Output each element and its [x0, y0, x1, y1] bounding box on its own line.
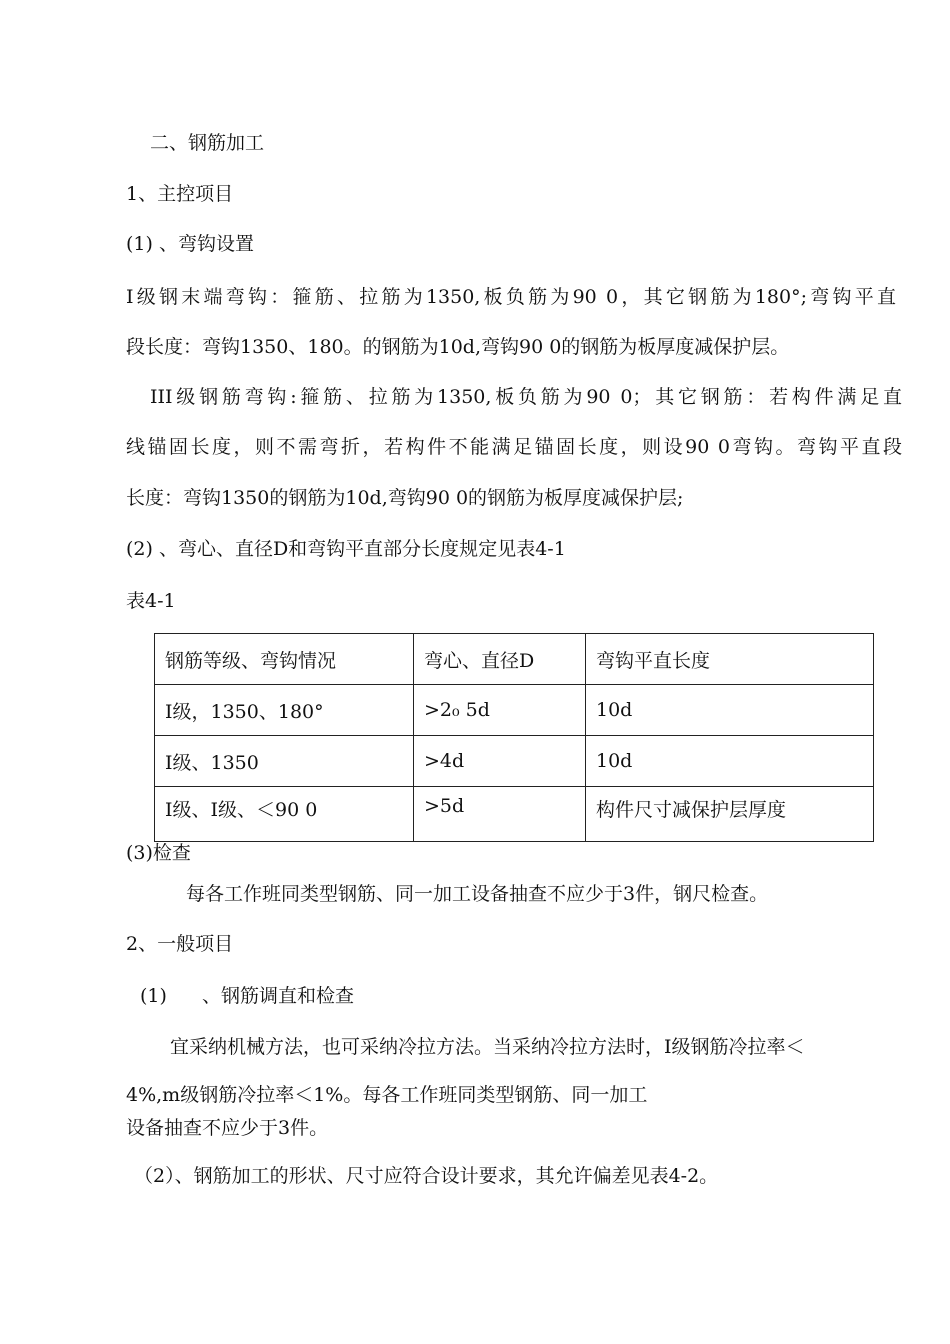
table-cell: I级、I级、＜90 0	[155, 787, 414, 842]
grade1-hook-line-1: I级钢末端弯钩：箍筋、拉筋为1350,板负筋为90 0，其它钢筋为180°;弯钩平直	[126, 286, 896, 308]
general-items-heading: 2、一般项目	[126, 933, 234, 955]
main-control-heading: 1、主控项目	[126, 183, 234, 205]
straighten-number: (1)	[140, 985, 167, 1007]
table-header-cell: 弯心、直径D	[414, 634, 586, 685]
straighten-line-3: 设备抽查不应少于3件。	[126, 1117, 329, 1139]
table-cell: 10d	[586, 685, 874, 736]
table-cell: I级、1350	[155, 736, 414, 787]
table-cell: >4d	[414, 736, 586, 787]
straighten-line-2: 4%,m级钢筋冷拉率＜1%。每各工作班同类型钢筋、同一加工	[126, 1084, 648, 1106]
shape-tolerance-text: （2）、钢筋加工的形状、尺寸应符合设计要求，其允许偏差见表4-2。	[134, 1165, 719, 1187]
hook-setting-heading: (1) 、弯钩设置	[126, 233, 254, 255]
grade3-hook-line-3: 长度：弯钩1350的钢筋为10d,弯钩90 0的钢筋为板厚度减保护层;	[126, 487, 684, 509]
table-header-row	[155, 634, 874, 685]
grade3-hook-line-1: III级钢筋弯钩:箍筋、拉筋为1350,板负筋为90 0；其它钢筋：若构件满足直	[150, 386, 902, 408]
table-cell: 10d	[586, 736, 874, 787]
table-cell: I级，1350、180°	[155, 685, 414, 736]
table-row	[155, 787, 874, 842]
grade1-hook-line-2: 段长度：弯钩1350、180。的钢筋为10d,弯钩90 0的钢筋为板厚度减保护层。	[126, 336, 790, 358]
bend-diameter-heading: (2) 、弯心、直径D和弯钩平直部分长度规定见表4-1	[126, 538, 566, 560]
table-header-cell: 钢筋等级、弯钩情况	[155, 634, 414, 685]
check-text: 每各工作班同类型钢筋、同一加工设备抽查不应少于3件，钢尺检查。	[186, 883, 769, 905]
table-row	[155, 736, 874, 787]
table-row	[155, 685, 874, 736]
straighten-heading: 、钢筋调直和检查	[202, 985, 355, 1007]
table-cell: >5d	[414, 787, 586, 842]
section-title: 二、钢筋加工	[150, 132, 265, 154]
straighten-line-1: 宜采纳机械方法，也可采纳冷拉方法。当采纳冷拉方法时，I级钢筋冷拉率＜	[170, 1036, 805, 1058]
table-header-cell: 弯钩平直长度	[586, 634, 874, 685]
hook-spec-table	[154, 633, 874, 842]
table-cell: >2₀ 5d	[414, 685, 586, 736]
table-caption: 表4-1	[126, 590, 176, 612]
table-cell: 构件尺寸减保护层厚度	[586, 787, 874, 842]
grade3-hook-line-2: 线锚固长度，则不需弯折，若构件不能满足锚固长度，则设90 0弯钩。弯钩平直段	[126, 436, 902, 458]
check-heading: (3)检查	[126, 842, 191, 864]
